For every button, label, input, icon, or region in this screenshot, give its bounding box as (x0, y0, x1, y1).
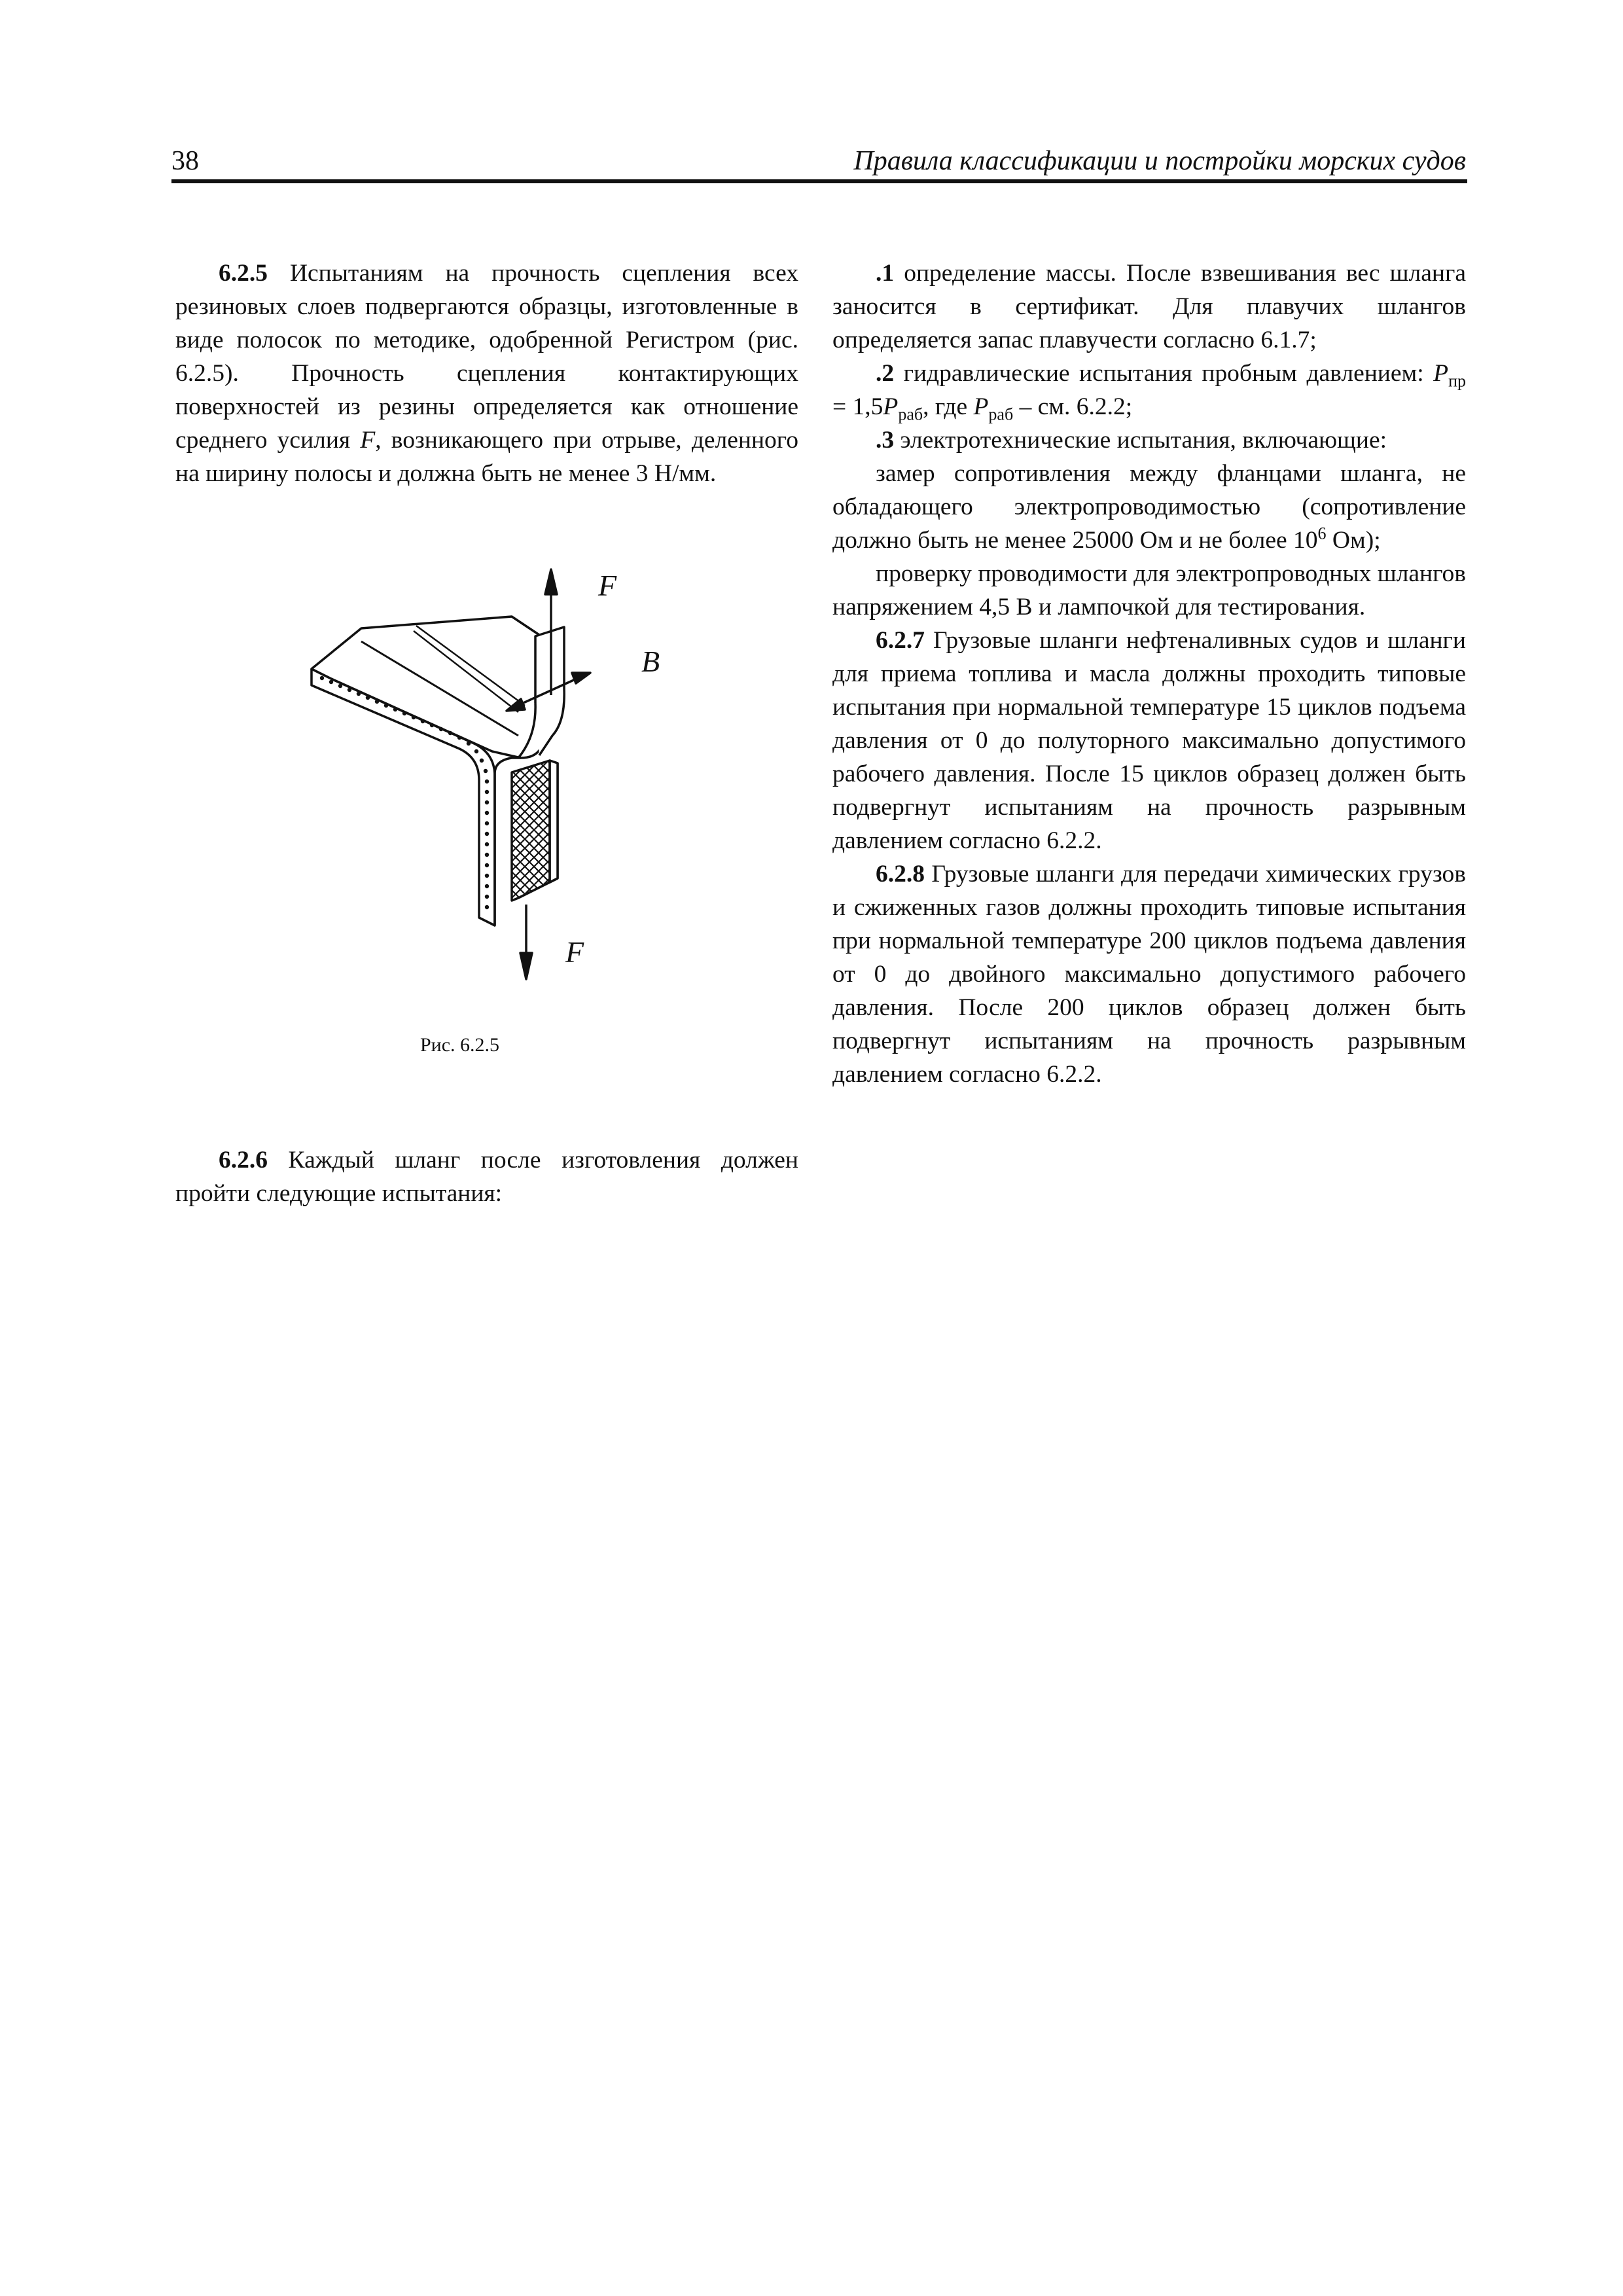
specimen-drawing (312, 569, 590, 979)
force-label-bottom: F (565, 935, 584, 969)
item-1 (832, 257, 1466, 357)
width-label: B (641, 645, 660, 678)
paragraph-text: определение массы. После взвешивания вес шланга заносится в сертификат. Для плавучих шлангов определяется запас плавучести согласно 6.1.7; (832, 260, 1466, 353)
paragraph-text: Грузовые шланги нефтеналивных судов и шланги для приема топлива и масла должны проходить типовые испытания при нормальной температуре 15 циклов подъема давления от 0 до полуторного максимально допустимого рабочего давления. После 15 циклов образец должен быть подвергнут испытаниям на прочность разрывным давлением согласно 6.2.2. (832, 627, 1466, 854)
subscript: раб (988, 404, 1014, 424)
item-3-resistance (832, 457, 1466, 557)
section-number: 6.2.8 (876, 861, 925, 888)
paragraph-text: , где (923, 393, 974, 420)
pressure-variable: P (1433, 360, 1449, 387)
paragraph-6-2-6 (175, 1143, 798, 1210)
formula-text: = 1,5 (832, 393, 883, 420)
item-number: .2 (876, 360, 895, 387)
running-title: Правила классификации и постройки морских судов (853, 146, 1466, 176)
paragraph-text: , возникающего при отрыве, деленного на ширину полосы и должна быть не менее 3 Н/мм. (175, 427, 798, 487)
paragraph-text: проверку проводимости для электропроводных шлангов напряжением 4,5 В и лампочкой для тестирования. (832, 560, 1466, 620)
item-2 (832, 357, 1466, 423)
paragraph-text: замер сопротивления между фланцами шланга, не обладающего электропроводимостью (сопротивление должно быть не менее 25000 Ом и не более 10 (832, 460, 1466, 554)
paragraph-text: гидравлические испытания пробным давлением: (894, 360, 1434, 387)
figure-6-2-5 (296, 564, 702, 983)
superscript: 6 (1317, 524, 1327, 543)
paragraph-6-2-5 (175, 257, 798, 490)
force-label-top: F (598, 569, 617, 602)
left-column (175, 257, 798, 490)
adhesion-test-diagram (296, 564, 702, 983)
paragraph-text: электротехнические испытания, включающие: (894, 427, 1387, 454)
subscript: пр (1448, 371, 1466, 391)
page-number: 38 (171, 146, 199, 176)
right-column (832, 257, 1466, 1091)
paragraph-text: – см. 6.2.2; (1013, 393, 1133, 420)
force-variable: F (360, 427, 376, 454)
item-number: .3 (876, 427, 895, 454)
item-3 (832, 423, 1466, 457)
paragraph-text: Испытаниям на прочность сцепления всех резиновых слоев подвергаются образцы, изготовленные в виде полосок по методике, одобренной Регистром (рис. 6.2.5). Прочность сцепления контактирующих поверхностей из резины определяется как отношение среднего усилия (175, 260, 798, 454)
pressure-variable: P (883, 393, 899, 420)
paragraph-6-2-8 (832, 857, 1466, 1091)
paragraph-text: Грузовые шланги для передачи химических грузов и сжиженных газов должны проходить типовые испытания при нормальной температуре 200 циклов подъема давления от 0 до двойного максимально допустимого рабочего давления. После 200 циклов образец должен быть подвергнут испытаниям на прочность разрывным давлением согласно 6.2.2. (832, 861, 1466, 1088)
pressure-variable: P (973, 393, 989, 420)
page-header (171, 136, 1467, 183)
section-number: 6.2.5 (219, 260, 268, 287)
figure-caption: Рис. 6.2.5 (420, 1034, 500, 1056)
paragraph-text: Ом); (1326, 527, 1381, 554)
section-number: 6.2.6 (219, 1147, 268, 1174)
subscript: раб (898, 404, 923, 424)
item-number: .1 (876, 260, 895, 287)
item-3-conductivity (832, 557, 1466, 624)
section-number: 6.2.7 (876, 627, 925, 654)
paragraph-text: Каждый шланг после изготовления должен пройти следующие испытания: (175, 1147, 798, 1207)
paragraph-6-2-7 (832, 624, 1466, 857)
section-6-2-6 (175, 1143, 798, 1210)
